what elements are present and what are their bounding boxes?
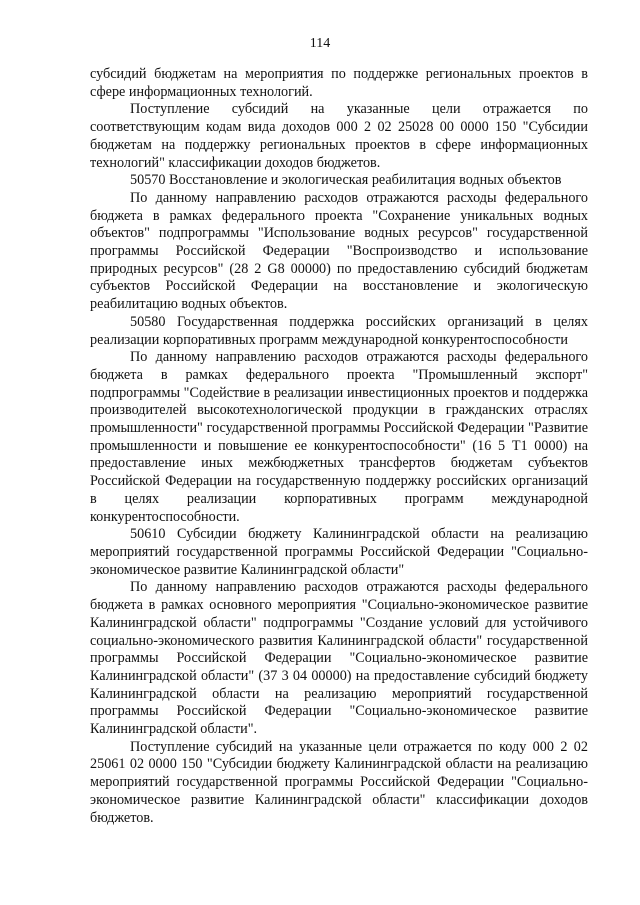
section-heading-50610: 50610 Субсидии бюджету Калининградской области на реализацию мероприятий государственной программы Российской Федерации "Социально-экономическое развитие Калининградской области"	[90, 526, 588, 578]
paragraph-expenses-50570: По данному направлению расходов отражаются расходы федерального бюджета в рамках федерального проекта "Сохранение уникальных водных объектов" подпрограммы "Использование водных ресурсов" государственной программы Российской Федерации "Воспроизводство и использование природных ресурсов" (28 2 G8 00000) по предоставлению субсидий бюджетам субъектов Российской Федерации на восстановление и экологическую реабилитацию водных объектов.	[90, 189, 588, 313]
paragraph-expenses-50580: По данному направлению расходов отражаются расходы федерального бюджета в рамках федерального проекта "Промышленный экспорт" подпрограммы "Содействие в реализации инвестиционных проектов и поддержка производителей высокотехнологической продукции в гражданских отраслях промышленности" государственной программы Российской Федерации "Развитие промышленности и повышение ее конкурентоспособности" (16 5 T1 0000) на предоставление иных межбюджетных трансфертов бюджетам субъектов Российской Федерации на государственную поддержку российских организаций в целях реализации корпоративных программ международной конкурентоспособности.	[90, 349, 588, 525]
section-heading-50580: 50580 Государственная поддержка российских организаций в целях реализации корпоративных программ международной конкурентоспособности	[90, 313, 588, 348]
section-heading-50570: 50570 Восстановление и экологическая реабилитация водных объектов	[130, 172, 562, 189]
paragraph-revenue-25061: Поступление субсидий на указанные цели отражается по коду 000 2 02 25061 02 0000 150 "Субсидии бюджету Калининградской области на реализацию мероприятий государственной программы Российской Федерации "Социально-экономическое развитие Калининградской области" классификации доходов бюджетов.	[90, 738, 588, 826]
paragraph-continuation: субсидий бюджетам на мероприятия по поддержке региональных проектов в сфере информационных технологий.	[90, 66, 588, 100]
paragraph-revenue-25028: Поступление субсидий на указанные цели отражается по соответствующим кодам вида доходов 000 2 02 25028 00 0000 150 "Субсидии бюджетам на поддержку региональных проектов в сфере информационных технологий" классификации доходов бюджетов.	[90, 101, 588, 171]
paragraph-expenses-50610: По данному направлению расходов отражаются расходы федерального бюджета в рамках основного мероприятия "Социально-экономическое развитие Калининградской области" подпрограммы "Создание условий для устойчивого социально-экономического развития Калининградской области" государственной программы Российской Федерации "Социально-экономическое развитие Калининградской области" (37 3 04 00000) на предоставление субсидий бюджету Калининградской области на реализацию мероприятий государственной программы Российской Федерации "Социально-экономическое развитие Калининградской области".	[90, 579, 588, 738]
page-number: 114	[309, 36, 331, 51]
document-body	[90, 66, 588, 827]
